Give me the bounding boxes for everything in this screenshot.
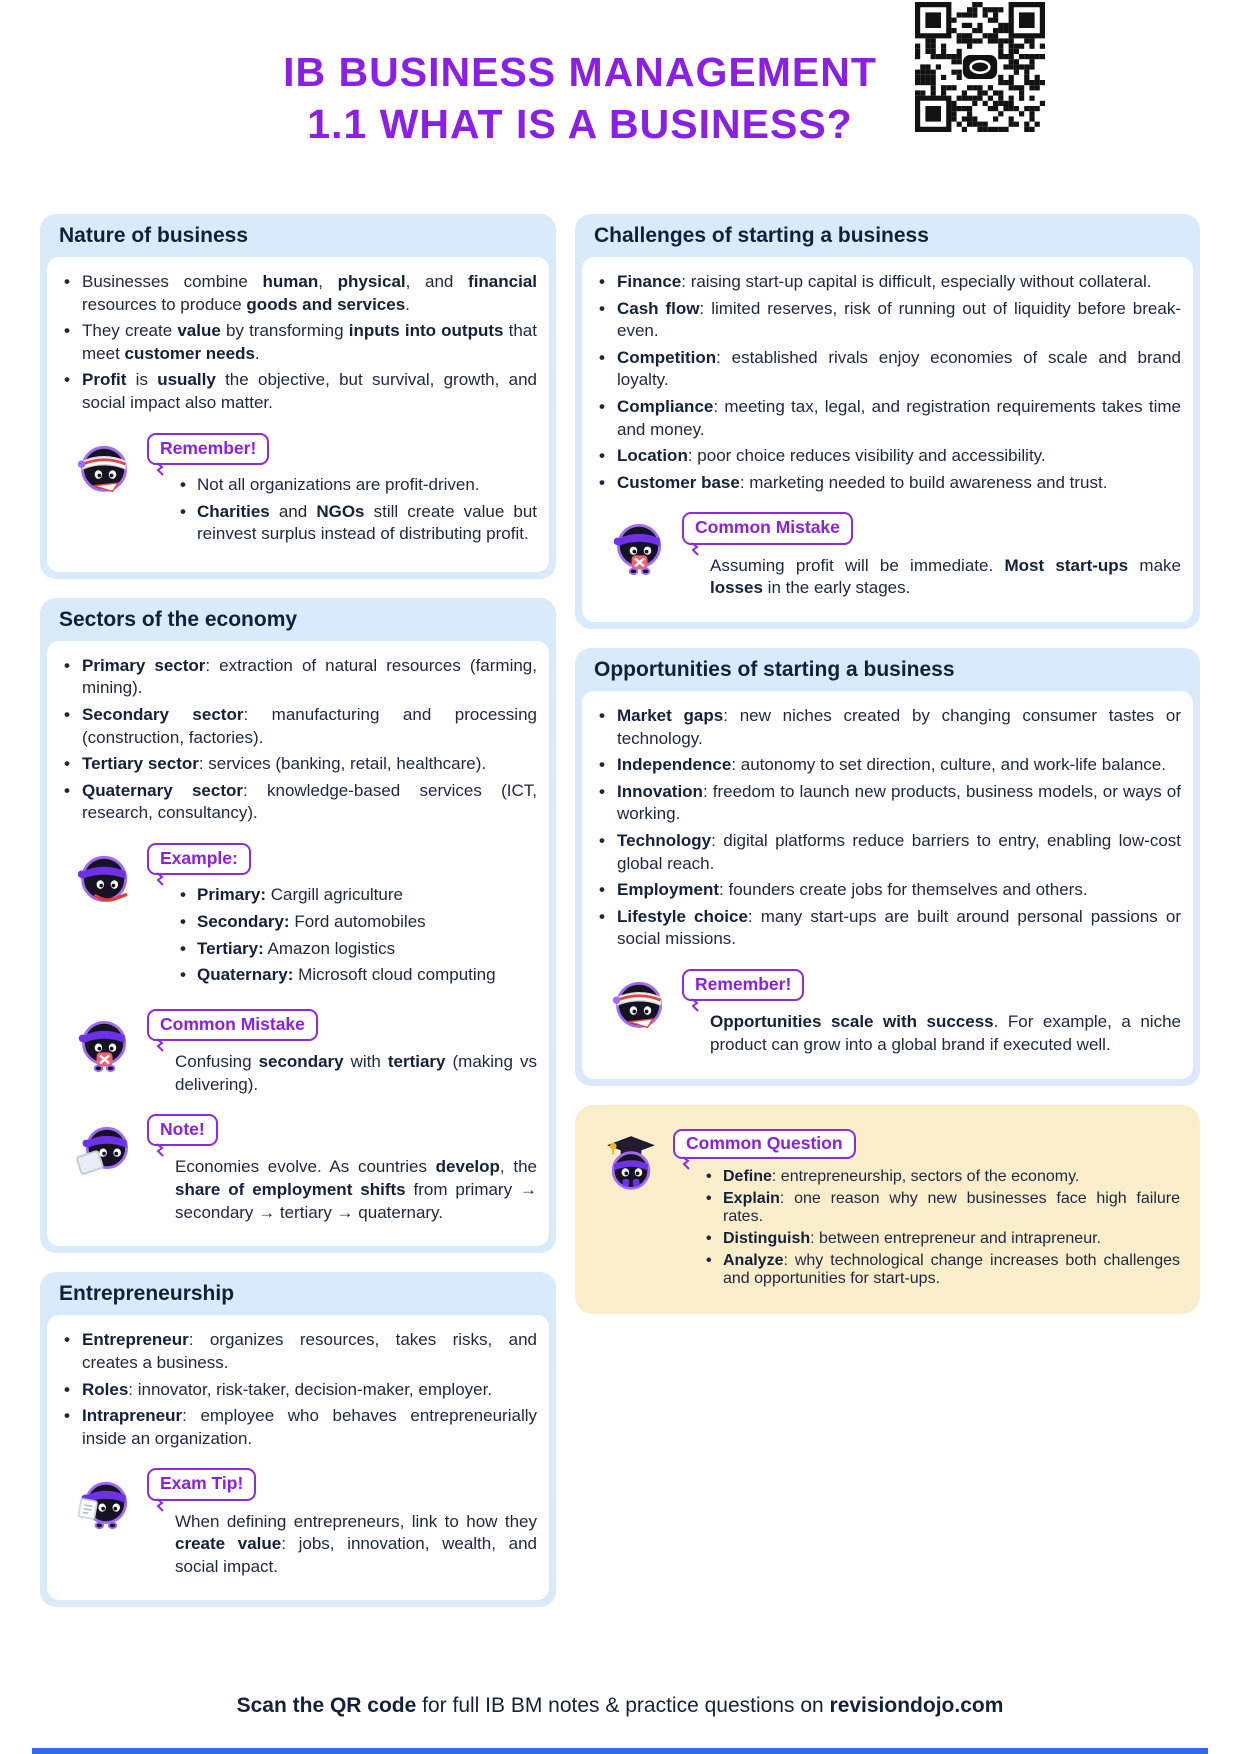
list-item: • Quaternary sector: knowledge-based services (ICT, research, consultancy). (55, 780, 537, 825)
list-item: • Not all organizations are profit-driven. (175, 474, 537, 497)
list-item: • Market gaps: new niches created by changing consumer tastes or technology. (590, 705, 1181, 750)
card-title: Sectors of the economy (59, 607, 298, 631)
card-title: Opportunities of starting a business (594, 657, 955, 681)
callout-label-text: Remember! (695, 974, 792, 995)
callout-label-text: Exam Tip! (160, 1473, 244, 1494)
callout-bullet-list (673, 1168, 1180, 1288)
bubble-tail-icon (155, 872, 165, 886)
list-item: • Innovation: freedom to launch new products, business models, or ways of working. (590, 781, 1181, 826)
card-sectors-of-economy (40, 598, 556, 1254)
list-item: • Competition: established rivals enjoy economies of scale and brand loyalty. (590, 347, 1181, 392)
bullet-list (590, 705, 1181, 951)
list-item: • Technology: digital platforms reduce barriers to entry, enabling low-cost global reach. (590, 830, 1181, 875)
list-item: • Primary: Cargill agriculture (175, 884, 537, 907)
left-column (40, 214, 556, 1626)
content-columns (40, 214, 1200, 1626)
list-item: • Charities and NGOs still create value but reinvest surplus instead of distributing profit. (175, 501, 537, 546)
callout-text: When defining entrepreneurs, link to how they create value: jobs, innovation, wealth, and social impact. (175, 1511, 537, 1576)
example-callout (75, 843, 537, 991)
bubble-tail-icon (690, 542, 700, 556)
callout-main (147, 1009, 537, 1096)
bubble-tail-icon (155, 1038, 165, 1052)
list-item: • Intrapreneur: employee who behaves entrepreneurially inside an organization. (55, 1405, 537, 1450)
note-callout (75, 1114, 537, 1224)
list-item: • Lifestyle choice: many start-ups are built around personal passions or social missions. (590, 906, 1181, 951)
callout-label (147, 843, 251, 875)
list-item: • Businesses combine human, physical, and financial resources to produce goods and services. (55, 271, 537, 316)
ninja-remember-icon (610, 973, 670, 1033)
page-header (40, 40, 1200, 192)
bullet-list (55, 655, 537, 825)
card-nature-of-business (40, 214, 556, 579)
card-title: Challenges of starting a business (594, 224, 929, 247)
list-item: • Distinguish: between entrepreneur and intrapreneur. (701, 1230, 1180, 1248)
callout-text: Opportunities scale with success. For example, a niche product can grow into a global brand if executed well. (710, 1012, 1181, 1054)
callout-bullet-list (147, 884, 537, 986)
callout-label (147, 1468, 256, 1500)
list-item: • Finance: raising start-up capital is difficult, especially without collateral. (590, 271, 1181, 294)
list-item: • Roles: innovator, risk-taker, decision-maker, employer. (55, 1379, 537, 1402)
bubble-tail-icon (681, 1156, 691, 1170)
common-mistake-callout (75, 1009, 537, 1096)
card-body (582, 257, 1193, 622)
title-line-1: IB BUSINESS MANAGEMENT (283, 49, 877, 95)
callout-label (147, 433, 269, 465)
callout-label-text: Common Question (686, 1132, 843, 1153)
list-item: • Tertiary sector: services (banking, retail, healthcare). (55, 753, 537, 776)
callout-bullet-list (147, 474, 537, 546)
remember-callout (610, 969, 1181, 1056)
right-column (575, 214, 1200, 1333)
ninja-mistake-icon (75, 1013, 135, 1073)
card-body (47, 257, 549, 572)
ninja-example-icon (75, 847, 135, 907)
list-item: • Customer base: marketing needed to build awareness and trust. (590, 472, 1181, 495)
ninja-exam-tip-icon (75, 1472, 135, 1532)
callout-main (147, 433, 537, 550)
list-item: • Analyze: why technological change increases both challenges and opportunities for start-ups. (701, 1252, 1180, 1288)
page-title (40, 46, 1120, 151)
list-item: • Independence: autonomy to set direction, culture, and work-life balance. (590, 754, 1181, 777)
common-question-callout (601, 1129, 1180, 1292)
list-item: • Explain: one reason why new businesses face high failure rates. (701, 1190, 1180, 1226)
callout-label-text: Remember! (160, 437, 257, 458)
exam-tip-callout (75, 1468, 537, 1578)
card-title: Entrepreneurship (59, 1282, 235, 1306)
ninja-remember-icon (75, 437, 135, 497)
callout-label (682, 512, 853, 544)
callout-text: Assuming profit will be immediate. Most start-ups make losses in the early stages. (710, 555, 1181, 598)
card-body (47, 641, 549, 1247)
list-item: • Quaternary: Microsoft cloud computing (175, 964, 537, 987)
list-item: • Define: entrepreneurship, sectors of the economy. (701, 1168, 1180, 1186)
list-item: • Location: poor choice reduces visibility and accessibility. (590, 445, 1181, 468)
bubble-tail-icon (155, 1498, 165, 1512)
card-body (47, 1315, 549, 1600)
ninja-mistake-icon (610, 516, 670, 576)
bullet-list (55, 271, 537, 415)
common-mistake-callout (610, 512, 1181, 599)
list-item: • Cash flow: limited reserves, risk of running out of liquidity before break-even. (590, 298, 1181, 343)
bottom-accent-bar (32, 1748, 1208, 1754)
callout-label-text: Common Mistake (695, 517, 840, 538)
callout-main (147, 1468, 537, 1578)
callout-main (682, 969, 1181, 1056)
bubble-tail-icon (690, 998, 700, 1012)
card-opportunities (575, 648, 1200, 1086)
callout-label-text: Example: (160, 848, 238, 869)
bullet-list (590, 271, 1181, 494)
callout-main (682, 512, 1181, 599)
list-item: • Profit is usually the objective, but survival, growth, and social impact also matter. (55, 369, 537, 414)
bubble-tail-icon (155, 462, 165, 476)
list-item: • Employment: founders create jobs for themselves and others. (590, 879, 1181, 902)
ninja-note-icon (75, 1118, 135, 1178)
card-common-question (575, 1105, 1200, 1314)
list-item: • Tertiary: Amazon logistics (175, 938, 537, 961)
card-challenges (575, 214, 1200, 629)
list-item: • Primary sector: extraction of natural resources (farming, mining). (55, 655, 537, 700)
bubble-tail-icon (155, 1143, 165, 1157)
notes-page (40, 40, 1200, 1626)
callout-text: Economies evolve. As countries develop, the share of employment shifts from primary → secondary → tertiary → quaternary. (175, 1157, 537, 1222)
footer-text: Scan the QR code for full IB BM notes & practice questions on revisiondojo.com (236, 1694, 1004, 1717)
list-item: • Entrepreneur: organizes resources, takes risks, and creates a business. (55, 1329, 537, 1374)
list-item: • Compliance: meeting tax, legal, and registration requirements takes time and money. (590, 396, 1181, 441)
callout-label-text: Common Mistake (160, 1013, 305, 1034)
callout-label (147, 1009, 318, 1041)
callout-label-text: Note! (160, 1119, 205, 1140)
callout-label (673, 1129, 856, 1159)
title-line-2: 1.1 WHAT IS A BUSINESS? (307, 101, 853, 148)
callout-main (147, 1114, 537, 1224)
bullet-list (55, 1329, 537, 1450)
callout-main (147, 843, 537, 991)
callout-text: Confusing secondary with tertiary (making vs delivering). (175, 1051, 537, 1094)
callout-main (673, 1129, 1180, 1292)
ninja-question-icon (601, 1133, 661, 1193)
remember-callout (75, 433, 537, 550)
card-body (582, 691, 1193, 1079)
card-entrepreneurship (40, 1272, 556, 1607)
list-item: • Secondary sector: manufacturing and processing (construction, factories). (55, 704, 537, 749)
callout-label (147, 1114, 218, 1146)
callout-label (682, 969, 804, 1001)
card-title: Nature of business (59, 224, 249, 247)
list-item: • Secondary: Ford automobiles (175, 911, 537, 934)
list-item: • They create value by transforming inputs into outputs that meet customer needs. (55, 320, 537, 365)
